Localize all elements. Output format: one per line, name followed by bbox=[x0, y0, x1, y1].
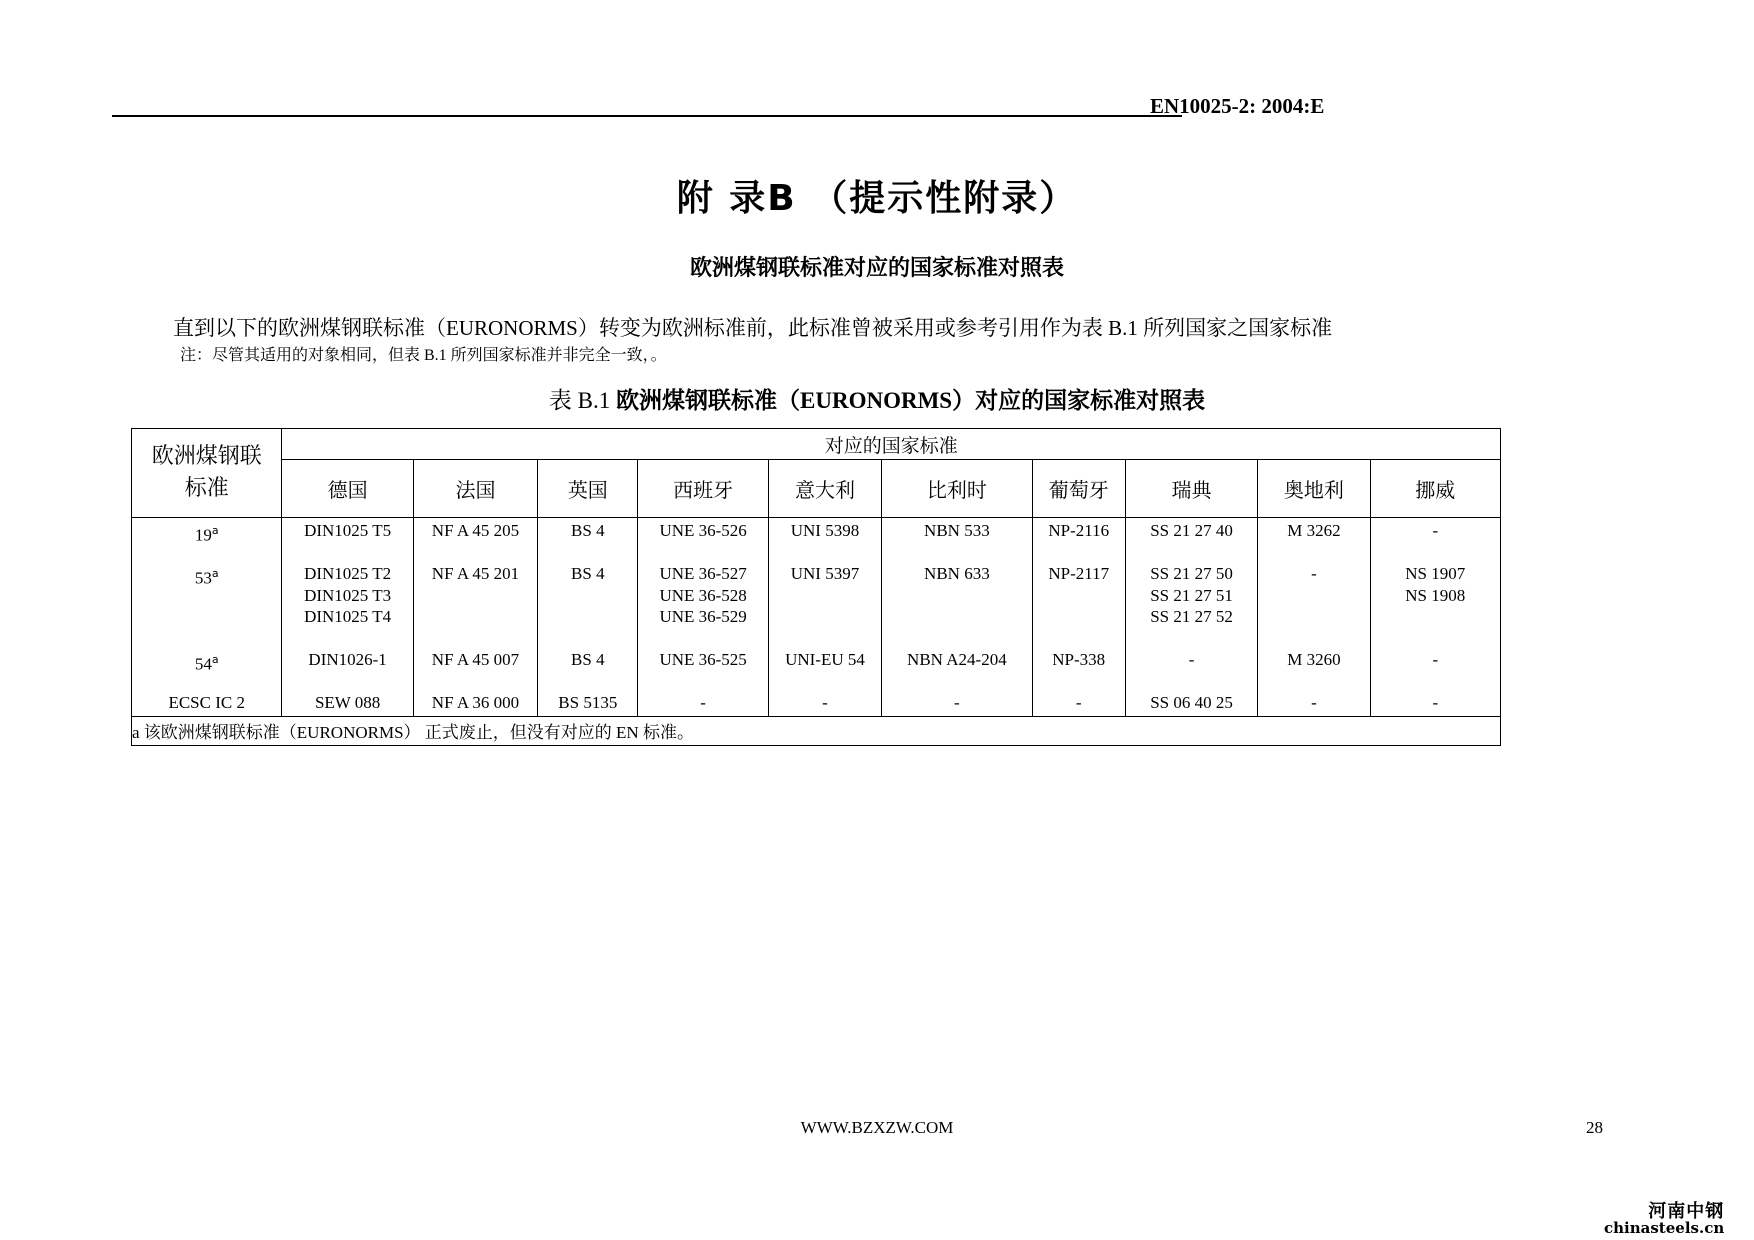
page-number: 28 bbox=[1586, 1118, 1603, 1137]
standard-cell bbox=[1258, 520, 1369, 542]
standard-code: - bbox=[1432, 521, 1439, 540]
standard-cell bbox=[1258, 563, 1369, 628]
standard-cell bbox=[638, 692, 767, 714]
standard-code: UNI-EU 54 bbox=[785, 650, 865, 669]
standard-cell bbox=[538, 692, 637, 714]
standard-code: SS 21 27 51 bbox=[1150, 585, 1233, 605]
table-footnote: a 该欧洲煤钢联标准（EURONORMS） 正式废止，但没有对应的 EN 标准。 bbox=[132, 716, 1501, 745]
standard-code: NP-338 bbox=[1052, 650, 1106, 669]
standard-cell bbox=[769, 649, 881, 671]
standard-code: NP-2117 bbox=[1048, 564, 1110, 583]
column-portugal bbox=[1032, 518, 1125, 717]
standard-code: BS 5135 bbox=[558, 693, 618, 712]
standard-cell bbox=[538, 563, 637, 628]
euronorm-row-block bbox=[132, 692, 281, 714]
standard-code: NP-2116 bbox=[1048, 521, 1110, 540]
euronorm-number: 54 bbox=[194, 654, 212, 674]
euronorm-row-block bbox=[132, 563, 281, 628]
euronorm-label bbox=[132, 563, 281, 588]
document-code: EN10025-2: 2004:E bbox=[1150, 94, 1325, 118]
standard-cell bbox=[769, 520, 881, 542]
standard-cell bbox=[538, 520, 637, 542]
standard-code: UNI 5397 bbox=[790, 564, 860, 583]
standard-code: UNE 36-528 bbox=[659, 585, 747, 605]
standard-code: NBN 633 bbox=[924, 564, 990, 583]
column-italy bbox=[768, 518, 881, 717]
appendix-title: 附 录B （提示性附录） bbox=[676, 178, 1078, 219]
standard-code: BS 4 bbox=[571, 650, 605, 669]
standard-cell bbox=[1371, 649, 1500, 671]
standard-cell bbox=[1033, 563, 1125, 628]
header-rule bbox=[112, 115, 1182, 117]
column-germany bbox=[282, 518, 413, 717]
standard-cell bbox=[1126, 563, 1257, 628]
column-austria bbox=[1258, 518, 1370, 717]
standard-cell bbox=[414, 692, 537, 714]
standard-code: UNE 36-529 bbox=[659, 607, 747, 626]
standard-code: SS 21 27 52 bbox=[1150, 607, 1233, 626]
standard-code: NBN 533 bbox=[924, 521, 990, 540]
standard-cell bbox=[1033, 520, 1125, 542]
standard-code: SS 21 27 50 bbox=[1150, 564, 1233, 583]
country-header: 德国 bbox=[282, 460, 413, 518]
country-header: 法国 bbox=[413, 460, 537, 518]
standard-cell bbox=[414, 520, 537, 542]
column-spain bbox=[638, 518, 768, 717]
note-paragraph: 注：尽管其适用的对象相同，但表 B.1 所列国家标准并非完全一致，。 bbox=[180, 347, 667, 364]
standard-code: M 3262 bbox=[1287, 521, 1341, 540]
footnote-marker: a bbox=[211, 524, 219, 537]
standard-cell bbox=[538, 649, 637, 671]
euronorm-label bbox=[132, 649, 281, 674]
euronorm-label bbox=[132, 520, 281, 545]
standard-cell bbox=[882, 649, 1031, 671]
euronorm-label bbox=[132, 692, 281, 714]
standard-code: UNE 36-527 bbox=[659, 564, 747, 583]
standard-cell bbox=[282, 692, 412, 714]
euronorm-number: 19 bbox=[194, 525, 212, 545]
euronorm-number: ECSC IC 2 bbox=[168, 693, 245, 712]
footnote-marker: a bbox=[211, 653, 219, 666]
standard-code: UNE 36-526 bbox=[659, 521, 747, 540]
country-header: 挪威 bbox=[1370, 460, 1500, 518]
standard-cell bbox=[769, 692, 881, 714]
standard-cell bbox=[1126, 520, 1257, 542]
column-uk bbox=[538, 518, 638, 717]
standard-code: - bbox=[1311, 564, 1317, 583]
standard-cell bbox=[1258, 649, 1369, 671]
standard-cell bbox=[1371, 520, 1500, 542]
standard-cell bbox=[1371, 563, 1500, 628]
standard-code: NF A 45 201 bbox=[431, 564, 520, 583]
standard-code: - bbox=[1075, 693, 1082, 712]
watermark-logo bbox=[1604, 1203, 1724, 1236]
euronorm-row-block bbox=[132, 520, 281, 545]
standard-cell bbox=[1126, 692, 1257, 714]
country-header: 意大利 bbox=[768, 460, 881, 518]
table-caption-main: 欧洲煤钢联标准（EURONORMS）对应的国家标准对照表 bbox=[616, 388, 1206, 413]
column-belgium bbox=[882, 518, 1032, 717]
standard-code: NF A 45 007 bbox=[431, 650, 520, 669]
standard-cell bbox=[882, 692, 1031, 714]
standard-code: M 3260 bbox=[1287, 650, 1341, 669]
standard-cell bbox=[882, 563, 1031, 628]
standard-code: BS 4 bbox=[571, 564, 605, 583]
standard-cell bbox=[638, 520, 767, 542]
euronorm-row-block bbox=[132, 649, 281, 674]
standard-code: DIN1026-1 bbox=[308, 650, 387, 669]
standard-code: - bbox=[1311, 693, 1317, 712]
standard-code: - bbox=[1432, 693, 1439, 712]
standard-code: NF A 45 205 bbox=[431, 521, 520, 540]
standard-code: DIN1025 T3 bbox=[304, 585, 392, 605]
standard-code: NS 1907 bbox=[1405, 564, 1466, 583]
standard-code: NBN A24-204 bbox=[907, 650, 1007, 669]
country-header: 瑞典 bbox=[1125, 460, 1257, 518]
standard-cell bbox=[282, 563, 412, 628]
standard-cell bbox=[638, 563, 767, 628]
standard-code: - bbox=[700, 693, 706, 712]
footnote-marker: a bbox=[211, 567, 219, 580]
standard-cell bbox=[638, 649, 767, 671]
standard-code: DIN1025 T4 bbox=[304, 607, 392, 626]
appendix-subtitle: 欧洲煤钢联标准对应的国家标准对照表 bbox=[689, 256, 1064, 281]
country-header: 葡萄牙 bbox=[1032, 460, 1125, 518]
euronorm-number: 53 bbox=[194, 568, 212, 588]
standard-cell bbox=[882, 520, 1031, 542]
euronorm-column-header bbox=[132, 429, 282, 518]
country-header-row bbox=[132, 460, 1501, 518]
country-header: 西班牙 bbox=[638, 460, 768, 518]
standard-cell bbox=[414, 649, 537, 671]
watermark-chinese: 河南中钢 bbox=[1648, 1201, 1725, 1222]
standard-code: SS 21 27 40 bbox=[1150, 521, 1233, 540]
column-france bbox=[413, 518, 537, 717]
standard-code: DIN1025 T5 bbox=[304, 521, 392, 540]
standard-code: NF A 36 000 bbox=[431, 693, 520, 712]
standards-table bbox=[131, 428, 1501, 746]
footer-url: WWW.BZXZW.COM bbox=[800, 1118, 954, 1137]
standard-code: - bbox=[1432, 650, 1439, 669]
euronorm-column bbox=[132, 518, 282, 717]
standard-cell bbox=[769, 563, 881, 628]
table-caption-prefix: 表 B.1 bbox=[548, 388, 617, 413]
standard-code: SS 06 40 25 bbox=[1150, 693, 1233, 712]
standard-code: NS 1908 bbox=[1405, 585, 1466, 605]
standard-cell bbox=[414, 563, 537, 628]
standard-code: - bbox=[822, 693, 828, 712]
standard-code: - bbox=[1188, 650, 1195, 669]
country-header: 奥地利 bbox=[1258, 460, 1370, 518]
standard-cell bbox=[282, 520, 412, 542]
standard-cell bbox=[1033, 649, 1125, 671]
country-header: 比利时 bbox=[882, 460, 1032, 518]
standard-code: SEW 088 bbox=[314, 693, 381, 712]
standard-cell bbox=[1258, 692, 1369, 714]
standard-code: UNI 5398 bbox=[790, 521, 860, 540]
standard-code: DIN1025 T2 bbox=[304, 564, 392, 583]
euronorm-column-header-label: 欧洲煤钢联标准 bbox=[151, 444, 262, 501]
standard-code: UNE 36-525 bbox=[659, 650, 747, 669]
standard-cell bbox=[1371, 692, 1500, 714]
column-norway bbox=[1370, 518, 1500, 717]
table-body-row bbox=[132, 518, 1501, 717]
standard-code: BS 4 bbox=[571, 521, 605, 540]
standard-cell bbox=[1126, 649, 1257, 671]
column-sweden bbox=[1125, 518, 1257, 717]
national-standards-header: 对应的国家标准 bbox=[282, 429, 1501, 460]
standard-code: - bbox=[954, 693, 960, 712]
watermark-domain: chinasteels.cn bbox=[1604, 1219, 1725, 1237]
table-caption bbox=[0, 382, 1754, 415]
standard-cell bbox=[282, 649, 412, 671]
standard-cell bbox=[1033, 692, 1125, 714]
intro-paragraph: 直到以下的欧洲煤钢联标准（EURONORMS）转变为欧洲标准前，此标准曾被采用或参考引用作为表 B.1 所列国家之国家标准 bbox=[173, 316, 1333, 340]
country-header: 英国 bbox=[538, 460, 638, 518]
